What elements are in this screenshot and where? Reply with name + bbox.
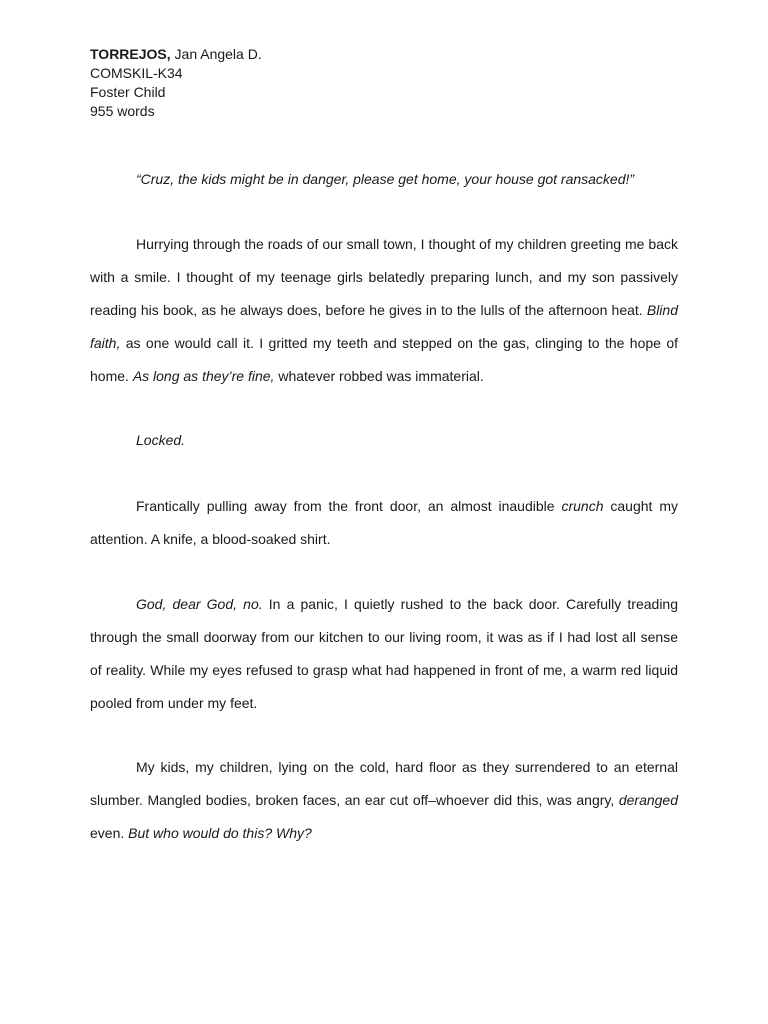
paragraph-2-italic-2: As long as they’re fine, bbox=[132, 368, 275, 384]
paragraph-5-text: In a panic, I quietly rushed to the back door. Carefully treading through the small doorway from our kitchen to our living room, it was as if I had lost all sense of reality. While my eyes refused to grasp what had happened in front of me, a warm red liquid pooled from under my feet. bbox=[90, 596, 679, 711]
paragraph-2-text-1: Hurrying through the roads of our small town, I thought of my children greeting me back with a smile. I thought of my teenage girls belatedly preparing lunch, and my son passively reading his book, as he always does, before he gives in to the lulls of the afternoon heat. bbox=[90, 236, 678, 318]
paragraph-2-text-3: whatever robbed was immaterial. bbox=[274, 368, 484, 384]
paragraph-4-text-1: Frantically pulling away from the front door, an almost inaudible bbox=[136, 498, 562, 514]
paragraph-6-italic-2: But who would do this? Why? bbox=[128, 825, 312, 841]
paragraph-1-dialogue: “Cruz, the kids might be in danger, please get home, your house got ransacked!” bbox=[136, 171, 635, 187]
paragraph-2 bbox=[90, 228, 678, 393]
author-header bbox=[90, 45, 262, 121]
paragraph-4-text-2: caught my attention. A knife, a blood-soaked shirt. bbox=[90, 498, 678, 547]
author-surname: TORREJOS, bbox=[90, 46, 171, 62]
paragraph-5-italic: God, dear God, no. bbox=[136, 596, 263, 612]
paragraph-2-text-2: as one would call it. I gritted my teeth and stepped on the gas, clinging to the hope of home. bbox=[90, 335, 678, 384]
paragraph-6 bbox=[90, 751, 678, 850]
paragraph-6-text-1: My kids, my children, lying on the cold, hard floor as they surrendered to an eternal slumber. Mangled bodies, broken faces, an ear cut off–whoever did this, was angry, bbox=[90, 759, 678, 808]
paragraph-2-block bbox=[90, 228, 678, 393]
paragraph-3 bbox=[90, 424, 678, 457]
course-code: COMSKIL-K34 bbox=[90, 65, 183, 81]
paragraph-1 bbox=[90, 163, 678, 196]
paragraph-1-block bbox=[90, 163, 678, 196]
paragraph-5 bbox=[90, 588, 678, 720]
paragraph-3-italic: Locked. bbox=[136, 432, 186, 448]
paragraph-4 bbox=[90, 490, 678, 556]
paragraph-4-italic: crunch bbox=[561, 498, 604, 514]
paragraph-6-text-2: even. bbox=[90, 825, 129, 841]
author-name-line bbox=[90, 45, 262, 64]
word-count: 955 words bbox=[90, 103, 155, 119]
paragraph-5-block bbox=[90, 588, 678, 720]
paragraph-3-block bbox=[90, 424, 678, 457]
paragraph-6-block bbox=[90, 751, 678, 850]
paragraph-6-italic-1: deranged bbox=[618, 792, 678, 808]
paragraph-2-italic-1: Blind faith, bbox=[90, 302, 678, 351]
author-given-name: Jan Angela D. bbox=[170, 46, 262, 62]
paragraph-4-block bbox=[90, 490, 678, 556]
story-title: Foster Child bbox=[90, 84, 166, 100]
